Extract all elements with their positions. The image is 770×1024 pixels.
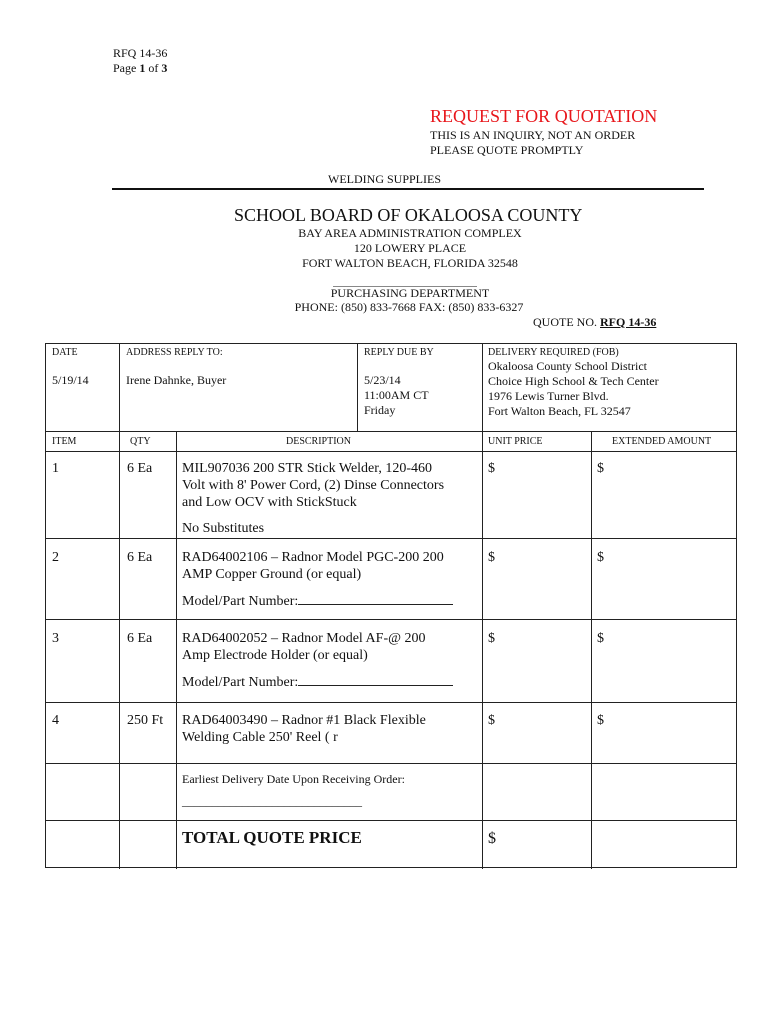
row-4-qty: 250 Ft xyxy=(127,713,164,728)
row-3-description xyxy=(182,630,426,664)
row-1-extended: $ xyxy=(597,461,604,476)
desc-line: Amp Electrode Holder (or equal) xyxy=(182,648,368,663)
quote-value: RFQ 14-36 xyxy=(600,315,657,329)
org-department: PURCHASING DEPARTMENT xyxy=(330,286,490,300)
row-1-item: 1 xyxy=(52,461,59,476)
delivery-line: Fort Walton Beach, FL 32547 xyxy=(488,404,631,418)
grid-divider xyxy=(482,431,483,869)
total-quote-value: $ xyxy=(488,830,496,847)
model-part-blank[interactable] xyxy=(298,592,453,605)
date-label: DATE xyxy=(52,347,78,358)
organization-name: SCHOOL BOARD OF OKALOOSA COUNTY xyxy=(234,205,583,225)
grid-divider xyxy=(46,451,736,452)
page-current: 1 xyxy=(139,61,146,75)
quote-number xyxy=(533,315,656,330)
col-item: ITEM xyxy=(52,436,77,447)
grid-divider xyxy=(119,344,120,431)
page-header xyxy=(113,46,167,76)
delivery-line: Okaloosa County School District xyxy=(488,359,647,373)
row-1-qty: 6 Ea xyxy=(127,461,153,476)
grid-divider xyxy=(46,820,736,821)
org-city: FORT WALTON BEACH, FLORIDA 32548 xyxy=(302,256,518,270)
row-2-description xyxy=(182,549,444,583)
row-2-model-field[interactable] xyxy=(182,592,453,610)
quote-label: QUOTE NO. xyxy=(533,315,600,329)
row-1-note: No Substitutes xyxy=(182,521,265,536)
row-3-model-field[interactable] xyxy=(182,673,453,691)
row-1-description xyxy=(182,460,444,511)
row-3-item: 3 xyxy=(52,631,59,646)
delivery-label: DELIVERY REQUIRED (FOB) xyxy=(488,347,619,358)
reply-time: 11:00AM CT xyxy=(364,388,429,402)
date-value: 5/19/14 xyxy=(52,373,89,387)
reply-due-label: REPLY DUE BY xyxy=(364,347,434,358)
page-indicator xyxy=(113,61,167,76)
model-part-label: Model/Part Number: xyxy=(182,594,299,609)
grid-divider xyxy=(119,431,120,869)
row-3-extended: $ xyxy=(597,631,604,646)
desc-line: RAD64002052 – Radnor Model AF-@ 200 xyxy=(182,631,426,646)
row-1-unit-price: $ xyxy=(488,461,495,476)
inquiry-notice: THIS IS AN INQUIRY, NOT AN ORDER xyxy=(430,128,636,142)
desc-line: and Low OCV with StickStuck xyxy=(182,495,357,510)
col-description: DESCRIPTION xyxy=(286,436,352,447)
reply-day: Friday xyxy=(364,403,396,417)
row-3-unit-price: $ xyxy=(488,631,495,646)
grid-divider xyxy=(591,431,592,869)
desc-line: Volt with 8' Power Cord, (2) Dinse Connectors xyxy=(182,478,445,493)
grid-divider xyxy=(357,344,358,431)
grid-divider xyxy=(46,538,736,539)
desc-line: MIL907036 200 STR Stick Welder, 120-460 xyxy=(182,461,433,476)
quotation-table xyxy=(45,343,737,868)
grid-divider xyxy=(46,702,736,703)
total-quote-label: TOTAL QUOTE PRICE xyxy=(182,828,362,847)
grid-divider xyxy=(46,431,736,432)
quote-prompt-notice: PLEASE QUOTE PROMPTLY xyxy=(430,143,584,157)
reply-date: 5/23/14 xyxy=(364,373,401,387)
desc-line: Welding Cable 250' Reel ( r xyxy=(182,730,338,745)
row-4-item: 4 xyxy=(52,713,59,728)
page-prefix: Page xyxy=(113,61,140,75)
grid-divider xyxy=(46,619,736,620)
org-phone: PHONE: (850) 833-7668 FAX: (850) 833-6327 xyxy=(294,300,524,314)
model-part-label: Model/Part Number: xyxy=(182,675,299,690)
col-qty: QTY xyxy=(130,436,151,447)
model-part-blank[interactable] xyxy=(298,673,453,686)
org-complex: BAY AREA ADMINISTRATION COMPLEX xyxy=(298,226,522,240)
col-extended-amount: EXTENDED AMOUNT xyxy=(612,436,712,447)
document-title: REQUEST FOR QUOTATION xyxy=(430,106,658,126)
row-2-unit-price: $ xyxy=(488,550,495,565)
row-2-extended: $ xyxy=(597,550,604,565)
grid-divider xyxy=(176,431,177,869)
row-4-extended: $ xyxy=(597,713,604,728)
desc-line: RAD64003490 – Radnor #1 Black Flexible xyxy=(182,713,426,728)
earliest-delivery-label: Earliest Delivery Date Upon Receiving Order: xyxy=(182,772,405,786)
address-label: ADDRESS REPLY TO: xyxy=(126,347,223,358)
category-text: WELDING SUPPLIES xyxy=(328,172,441,186)
row-3-qty: 6 Ea xyxy=(127,631,153,646)
delivery-address xyxy=(488,359,659,419)
earliest-delivery-blank[interactable]: ______________________________ xyxy=(182,794,362,808)
grid-divider xyxy=(46,763,736,764)
org-street: 120 LOWERY PLACE xyxy=(353,241,467,255)
reply-due-value xyxy=(364,373,429,418)
delivery-line: 1976 Lewis Turner Blvd. xyxy=(488,389,609,403)
row-4-unit-price: $ xyxy=(488,713,495,728)
col-unit-price: UNIT PRICE xyxy=(488,436,543,447)
rfq-id: RFQ 14-36 xyxy=(113,46,168,60)
desc-line: AMP Copper Ground (or equal) xyxy=(182,567,362,582)
header-divider xyxy=(112,188,704,190)
delivery-line: Choice High School & Tech Center xyxy=(488,374,659,388)
page-mid: of xyxy=(145,61,162,75)
address-value: Irene Dahnke, Buyer xyxy=(126,373,227,387)
grid-divider xyxy=(482,344,483,431)
desc-line: RAD64002106 – Radnor Model PGC-200 200 xyxy=(182,550,444,565)
row-2-qty: 6 Ea xyxy=(127,550,153,565)
row-2-item: 2 xyxy=(52,550,59,565)
page-total: 3 xyxy=(161,61,168,75)
row-4-description xyxy=(182,712,426,746)
